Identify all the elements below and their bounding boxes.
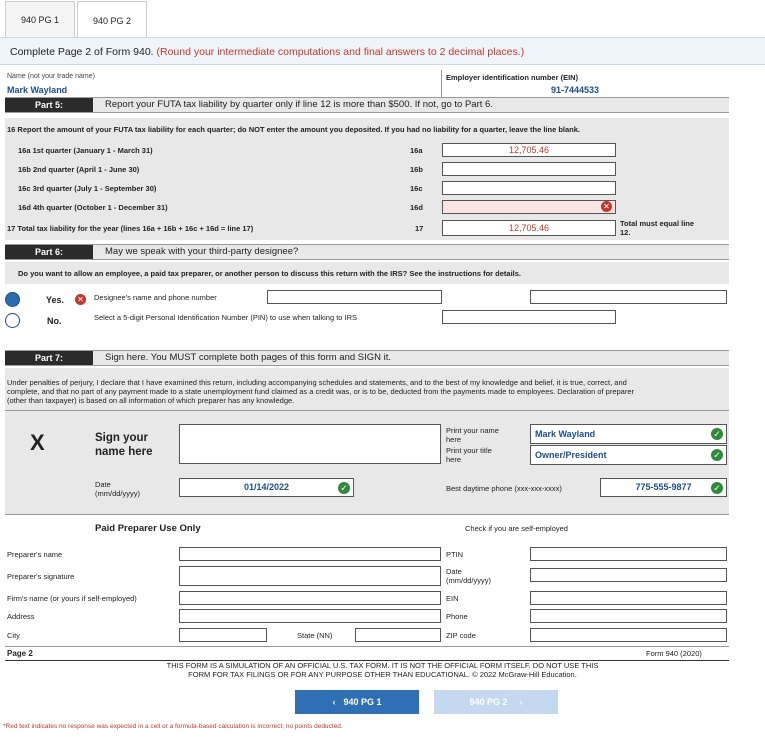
print-name-input[interactable]: Mark Wayland — [530, 424, 727, 444]
designee-name-input[interactable] — [267, 290, 442, 304]
sign-date-label-2: (mm/dd/yyyy) — [95, 489, 140, 498]
instructions-banner — [0, 37, 765, 65]
preparer-signature-input[interactable] — [179, 566, 441, 586]
designee-phone-input[interactable] — [530, 290, 727, 304]
state-input[interactable] — [355, 628, 441, 642]
designee-label: Designee's name and phone number — [94, 293, 217, 302]
line17-row — [5, 216, 729, 240]
part7-label: Part 7: — [5, 351, 93, 365]
q3-code: 16c — [410, 184, 423, 193]
q1-code: 16a — [410, 146, 423, 155]
form-id: Form 940 (2020) — [646, 649, 702, 658]
paid-preparer-title: Paid Preparer Use Only — [95, 523, 201, 534]
name-value: Mark Wayland — [7, 85, 68, 95]
check-icon: ✓ — [711, 428, 723, 440]
disclaimer-line-2: FORM FOR TAX FILINGS OR FOR ANY PURPOSE OTHER THAN EDUCATIONAL. © 2022 McGraw-Hill Education. — [188, 670, 577, 679]
preparer-date-label-2: (mm/dd/yyyy) — [446, 576, 491, 585]
disclaimer — [0, 661, 765, 679]
q4-input[interactable] — [442, 200, 616, 214]
pin-label: Select a 5-digit Personal Identification Number (PIN) to use when talking to IRS — [94, 313, 358, 322]
q3-label: 16c 3rd quarter (July 1 - September 30) — [18, 184, 157, 193]
preparer-ein-label: EIN — [446, 594, 459, 603]
ein-label: Employer identification number (EIN) — [446, 73, 579, 82]
part6-title: May we speak with your third-party designee? — [105, 246, 299, 257]
yes-radio[interactable] — [5, 292, 20, 307]
name-label: Name (not your trade name) — [7, 73, 95, 80]
q2-code: 16b — [410, 165, 423, 174]
address-label: Address — [7, 612, 35, 621]
signature-x-mark: X — [30, 430, 45, 455]
phone-label: Best daytime phone (xxx-xxx-xxxx) — [446, 484, 562, 493]
ptin-label: PTIN — [446, 550, 464, 559]
print-title-label-1: Print your title — [446, 446, 492, 455]
part7-title: Sign here. You MUST complete both pages of this form and SIGN it. — [105, 352, 392, 363]
chevron-left-icon: ‹ — [332, 697, 336, 707]
line17-code: 17 — [415, 224, 424, 233]
print-name-label-1: Print your name — [446, 426, 499, 435]
city-input[interactable] — [179, 628, 267, 642]
self-employed-label: Check if you are self-employed — [465, 524, 568, 533]
line17-input[interactable]: 12,705.46 — [442, 220, 616, 236]
q4-code: 16d — [410, 203, 423, 212]
penalty-line-2: complete, and that no part of any payment made to a state unemployment fund claimed as a credit was, or is to be, deducted from the payments made to employees. Declaration of preparer — [7, 387, 635, 396]
line16-text: 16 Report the amount of your FUTA tax liability for each quarter; do NOT enter the amount you deposited. If you had no liability for a quarter, leave the line blank. — [7, 125, 580, 134]
part5-header — [5, 97, 729, 113]
print-title-input[interactable]: Owner/President — [530, 445, 727, 465]
preparer-phone-input[interactable] — [530, 609, 727, 623]
zip-label: ZIP code — [446, 631, 476, 640]
check-icon: ✓ — [711, 482, 723, 494]
firm-name-label: Firm's name (or yours if self-employed) — [7, 594, 137, 603]
preparer-phone-label: Phone — [446, 612, 468, 621]
q1-input[interactable]: 12,705.46 — [442, 143, 616, 157]
part6-label: Part 6: — [5, 245, 93, 259]
q1-label: 16a 1st quarter (January 1 - March 31) — [18, 146, 153, 155]
part5-title: Report your FUTA tax liability by quarter only if line 12 is more than $500. If not, go to Part 6. — [105, 99, 493, 110]
state-label: State (NN) — [297, 631, 333, 640]
print-name-label-2: here — [446, 435, 462, 444]
preparer-ein-input[interactable] — [530, 591, 727, 605]
sign-date-input[interactable]: 01/14/2022 — [179, 478, 354, 497]
yes-label: Yes. — [46, 295, 65, 305]
self-employed-checkbox[interactable] — [590, 522, 600, 532]
part6-header — [5, 244, 729, 260]
line16-row — [5, 118, 729, 140]
no-label: No. — [47, 316, 62, 326]
next-page-button[interactable]: 940 PG 2 › — [434, 690, 558, 714]
part6-question-row — [5, 262, 729, 284]
check-icon: ✓ — [338, 482, 350, 494]
tab-940-pg2[interactable]: 940 PG 2 — [77, 1, 147, 39]
q3-input[interactable] — [442, 181, 616, 195]
sign-date-label-1: Date — [95, 480, 111, 489]
page-number: Page 2 — [7, 649, 33, 658]
ptin-input[interactable] — [530, 547, 727, 561]
part6-question: Do you want to allow an employee, a paid tax preparer, or another person to discuss this return with the IRS? See the instructions for details. — [18, 269, 522, 278]
firm-name-input[interactable] — [179, 591, 441, 605]
sign-label-2: name here — [95, 446, 153, 458]
preparer-signature-label: Preparer's signature — [7, 572, 75, 581]
instructions-text: Complete Page 2 of Form 940. — [10, 46, 154, 58]
part7-header — [5, 350, 729, 366]
penalty-line-1: Under penalties of perjury, I declare that I have examined this return, including accompanying schedules and statements, and to the best of my knowledge and belief, it is true, correct, and — [7, 378, 627, 387]
q2-input[interactable] — [442, 162, 616, 176]
chevron-right-icon: › — [519, 697, 523, 707]
pin-input[interactable] — [442, 310, 616, 324]
check-icon: ✓ — [711, 449, 723, 461]
preparer-name-input[interactable] — [179, 547, 441, 561]
q4-label: 16d 4th quarter (October 1 - December 31) — [18, 203, 168, 212]
instructions-note: (Round your intermediate computations and final answers to 2 decimal places.) — [156, 46, 525, 58]
red-text-note: *Red text indicates no response was expected in a cell or a formula-based calculation is incorrect; no points deducted. — [3, 723, 343, 730]
line17-text: 17 Total tax liability for the year (lines 16a + 16b + 16c + 16d = line 17) — [7, 224, 254, 233]
phone-input[interactable]: 775-555-9877 — [600, 478, 727, 497]
preparer-name-label: Preparer's name — [7, 550, 63, 559]
error-icon: ✕ — [601, 201, 612, 212]
no-radio[interactable] — [5, 313, 20, 328]
preparer-date-input[interactable] — [530, 568, 727, 582]
ein-value: 91-7444533 — [551, 85, 600, 95]
line17-note-2: 12. — [620, 228, 631, 237]
signature-input[interactable] — [179, 424, 441, 464]
preparer-date-label-1: Date — [446, 567, 462, 576]
tab-940-pg1[interactable]: 940 PG 1 — [5, 1, 75, 37]
line17-note-1: Total must equal line — [620, 219, 695, 228]
penalty-line-3: (other than taxpayer) is based on all information of which preparer has any knowledge. — [7, 396, 295, 405]
prev-page-button[interactable]: ‹ 940 PG 1 — [295, 690, 419, 714]
q2-label: 16b 2nd quarter (April 1 - June 30) — [18, 165, 140, 174]
city-label: City — [7, 631, 20, 640]
part5-label: Part 5: — [5, 98, 93, 112]
error-icon: ✕ — [75, 294, 86, 305]
sign-label-1: Sign your — [95, 432, 149, 444]
print-title-label-2: here — [446, 455, 462, 464]
address-input[interactable] — [179, 609, 441, 623]
zip-input[interactable] — [530, 628, 727, 642]
disclaimer-line-1: THIS FORM IS A SIMULATION OF AN OFFICIAL U.S. TAX FORM. IT IS NOT THE OFFICIAL FORM ITSELF. DO NOT USE THIS — [166, 661, 599, 670]
